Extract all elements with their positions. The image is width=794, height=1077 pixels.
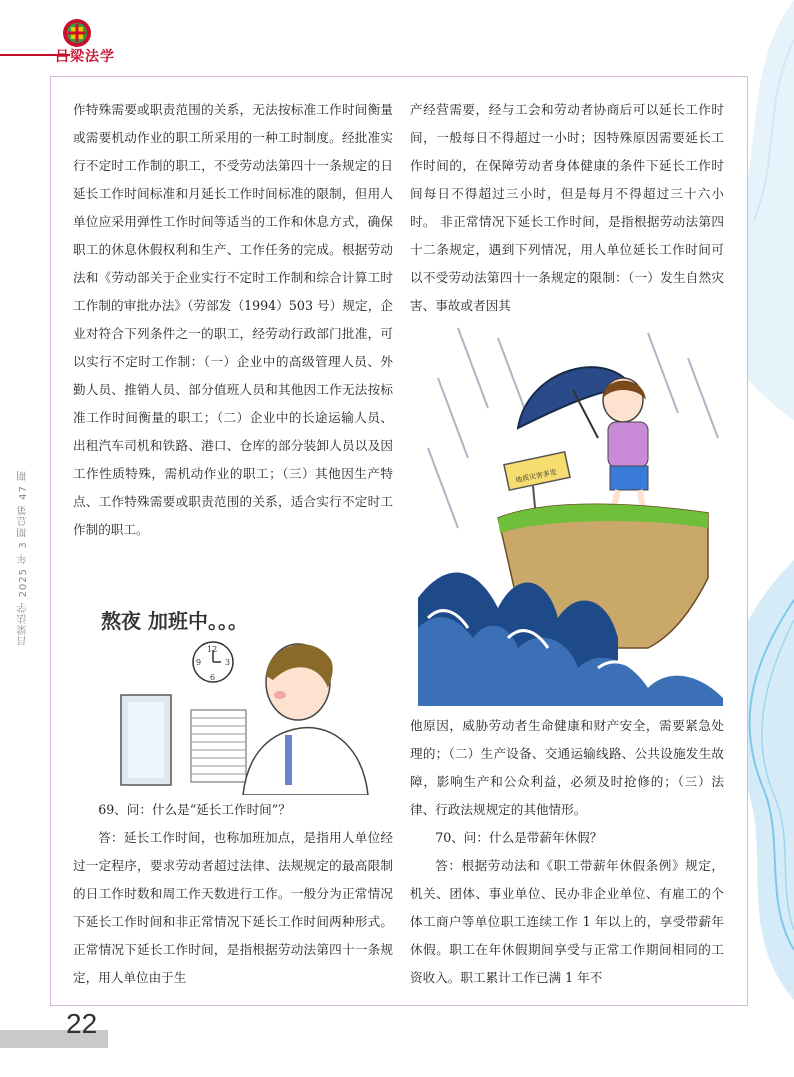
illustration-caption: 熬夜 加班中。。。 (101, 609, 248, 633)
left-column-bottom (73, 796, 393, 992)
paragraph: 他原因，威胁劳动者生命健康和财产安全，需要紧急处理的；（二）生产设备、交通运输线路、公共设施发生故障，影响生产和公众利益，必须及时抢修的；（三）法律、行政法规规定的其他情形。 (410, 718, 724, 817)
svg-text:3: 3 (225, 658, 231, 667)
issue-info: 吕梁法学 2025 年 3 期总第 47 期 (18, 470, 29, 646)
question-heading: 70、问：什么是带薪年休假？ (435, 830, 603, 845)
logo-icon (62, 18, 92, 48)
page-number: 22 (66, 1008, 98, 1039)
right-column-bottom (410, 712, 724, 992)
clock-icon (193, 642, 233, 682)
right-column-top (410, 96, 724, 320)
monitor-icon (121, 695, 171, 785)
overtime-illustration (73, 600, 393, 795)
left-column-top (73, 96, 393, 544)
svg-text:12: 12 (207, 645, 218, 654)
paragraph: 答：根据劳动法和《职工带薪年休假条例》规定，机关、团体、事业单位、民办非企业单位、有雇工的个体工商户等单位职工连续工作 1 年以上的，享受带薪年休假。职工在年休假期间享受与正常工作期间相同的工资收入。职工累计工作已满 1 年不 (410, 858, 724, 985)
svg-text:地质灾害多发: 地质灾害多发 (514, 468, 558, 485)
paper-stack-icon (191, 710, 246, 782)
paragraph: 产经营需要，经与工会和劳动者协商后可以延长工作时间，一般每日不得超过一小时；因特殊原因需要延长工作时间的，在保障劳动者身体健康的条件下延长工作时间每日不得超过三小时，但是每月不得超过三十六小时。 非正常情况下延长工作时间，是指根据劳动法第四十二条规定，遇到下列情况，用人单位延长工作时间可以不受劳动法第四十一条规定的限制：（一）发生自然灾害、事故或者因其 (410, 102, 724, 313)
paragraph: 作特殊需要或职责范围的关系，无法按标准工作时间衡量或需要机动作业的职工所采用的一种工时制度。经批准实行不定时工作制的职工，不受劳动法第四十一条规定的日延长工作时间标准和月延长工作时间标准的限制，但用人单位应采用弹性工作时间等适当的工作和休息方式，确保职工的休息休假权利和生产、工作任务的完成。根据劳动法和《劳动部关于企业实行不定时工作制和综合计算工时工作制的审批办法》（劳部发（1994）503 号）规定，企业对符合下列条件之一的职工，经劳动行政部门批准，可以实行不定时工作制：（一）企业中的高级管理人员、外勤人员、推销人员、部分值班人员和其他因工作无法按标准工作时间衡量的职工；（二）企业中的长途运输人员、出租汽车司机和铁路、港口、仓库的部分装卸人员以及因工作性质特殊，需机动作业的职工；（三）其他因生产特点、工作特殊需要或职责范围的关系，适合实行不定时工作制的职工。 (73, 102, 393, 537)
header-brand: 吕梁法学 (55, 49, 115, 65)
svg-text:9: 9 (196, 658, 202, 667)
svg-text:6: 6 (210, 673, 216, 682)
paragraph: 答：延长工作时间，也称加班加点，是指用人单位经过一定程序，要求劳动者超过法律、法规规定的最高限制的日工作时数和周工作天数进行工作。一般分为正常情况下延长工作时间和非正常情况下延长工作时间两种形式。正常情况下延长工作时间，是指根据劳动法第四十一条规定，用人单位由于生 (73, 830, 393, 985)
office-worker-figure (243, 644, 368, 795)
question-heading: 69、问：什么是“延长工作时间”？ (98, 802, 291, 817)
disaster-illustration (418, 318, 723, 706)
rain-streaks (428, 328, 718, 528)
